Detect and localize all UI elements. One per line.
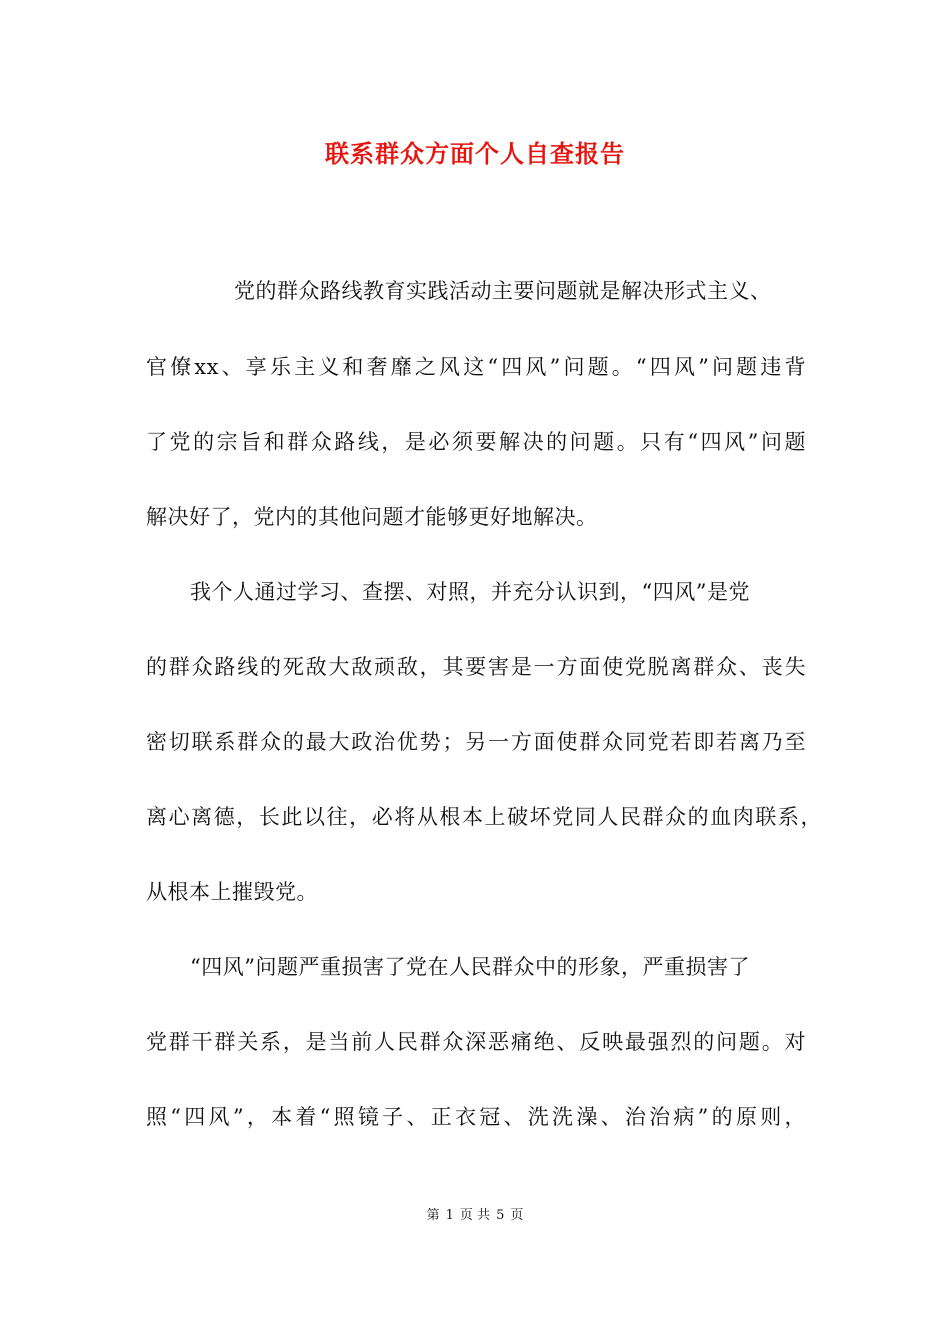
paragraph-line: 密切联系群众的最大政治优势；另一方面使群众同党若即若离乃至 <box>146 730 806 754</box>
paragraph-line: 了党的宗旨和群众路线，是必须要解决的问题。只有“四风”问题 <box>146 430 806 454</box>
paragraph-line: 从根本上摧毁党。 <box>146 880 318 904</box>
footer-total-pages: 5 <box>496 1208 505 1223</box>
paragraph-line: 官僚xx、享乐主义和奢靡之风这“四风”问题。“四风”问题违背 <box>146 355 806 379</box>
footer-prefix: 第 <box>426 1208 440 1223</box>
paragraph-line: “四风”问题严重损害了党在人民群众中的形象，严重损害了 <box>190 955 750 979</box>
document-title: 联系群众方面个人自查报告 <box>325 140 625 168</box>
footer-suffix: 页 <box>510 1208 524 1223</box>
paragraph-line: 我个人通过学习、查摆、对照，并充分认识到，“四风”是党 <box>190 580 750 604</box>
paragraph-line: 的群众路线的死敌大敌顽敌，其要害是一方面使党脱离群众、丧失 <box>146 655 806 679</box>
paragraph-line: 党群干群关系，是当前人民群众深恶痛绝、反映最强烈的问题。对 <box>146 1030 806 1054</box>
footer-current-page: 1 <box>445 1208 454 1223</box>
paragraph-line: 离心离德，长此以往，必将从根本上破坏党同人民群众的血肉联系， <box>146 805 822 829</box>
paragraph-line: 照“四风”，本着“照镜子、正衣冠、洗洗澡、治治病”的原则， <box>146 1105 806 1129</box>
paragraph-line: 党的群众路线教育实践活动主要问题就是解决形式主义、 <box>234 279 772 303</box>
page-footer <box>0 1206 950 1226</box>
paragraph-line: 解决好了，党内的其他问题才能够更好地解决。 <box>146 505 598 529</box>
footer-middle: 页 共 <box>459 1208 491 1223</box>
